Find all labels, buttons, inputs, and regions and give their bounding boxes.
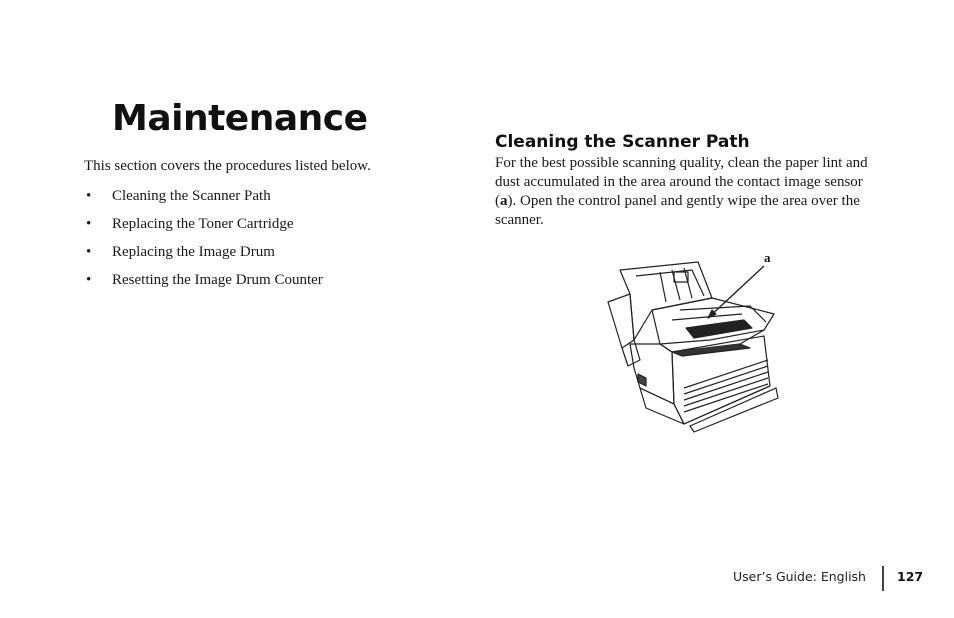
list-item xyxy=(84,186,323,214)
bullet-icon: • xyxy=(86,216,92,232)
paper-tray-left xyxy=(608,294,634,348)
callout-label-a: a xyxy=(764,250,771,265)
list-item xyxy=(84,270,323,298)
list-item-label: Cleaning the Scanner Path xyxy=(112,188,271,204)
list-item-label: Replacing the Image Drum xyxy=(112,244,275,260)
page-number: 127 xyxy=(897,569,924,584)
procedure-list xyxy=(84,186,323,298)
intro-text: This section covers the procedures listed below. xyxy=(84,158,371,174)
printer-body xyxy=(630,344,674,404)
page-title: Maintenance xyxy=(112,98,368,139)
callout-leader-line xyxy=(708,266,764,318)
footer-guide-label: User’s Guide: English xyxy=(733,569,866,584)
section-body-start: For the best possible scanning quality, clean the paper lint and dust accumulated in the area around the contact image sensor ( xyxy=(495,155,868,209)
footer-divider xyxy=(882,566,884,591)
bullet-icon: • xyxy=(86,188,92,204)
list-item-label: Resetting the Image Drum Counter xyxy=(112,272,323,288)
section-body-bold: a xyxy=(500,193,508,209)
scanner-area xyxy=(686,320,752,338)
bullet-icon: • xyxy=(86,244,92,260)
list-item-label: Replacing the Toner Cartridge xyxy=(112,216,294,232)
printer-illustration xyxy=(600,248,790,434)
section-title: Cleaning the Scanner Path xyxy=(495,132,750,152)
list-item xyxy=(84,214,323,242)
list-item xyxy=(84,242,323,270)
bullet-icon: • xyxy=(86,272,92,288)
section-body xyxy=(495,154,875,230)
section-body-end: ). Open the control panel and gently wipe the area over the scanner. xyxy=(495,193,860,228)
